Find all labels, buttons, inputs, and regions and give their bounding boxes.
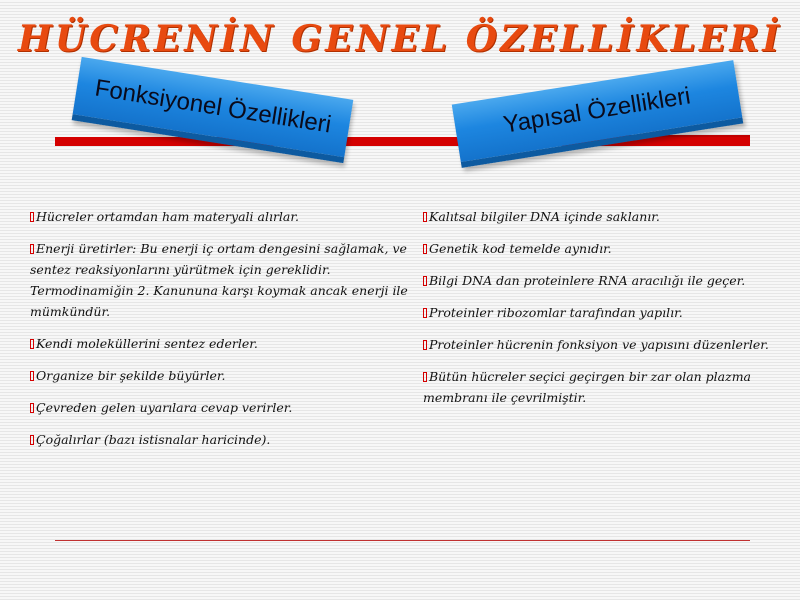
list-item: Bütün hücreler seçici geçirgen bir zar olan plazma membranı ile çevrilmiştir.	[423, 369, 752, 405]
list-item: Enerji üretirler: Bu enerji iç ortam dengesini sağlamak, ve sentez reaksiyonlarını yürütmek için gereklidir. Termodinamiğin 2. Kanununa karşı koymak ancak enerji ile mümkündür.	[30, 241, 408, 319]
list-item: Organize bir şekilde büyürler.	[30, 365, 408, 386]
open-square-bullet-icon	[30, 371, 34, 381]
open-square-bullet-icon	[423, 276, 427, 286]
open-square-bullet-icon	[30, 403, 34, 413]
open-square-bullet-icon	[423, 244, 427, 254]
structural-features-banner	[452, 60, 744, 168]
open-square-bullet-icon	[30, 339, 34, 349]
list-item: Genetik kod temelde aynıdır.	[423, 238, 783, 259]
open-square-bullet-icon	[423, 212, 427, 222]
open-square-bullet-icon	[30, 435, 34, 445]
functional-features-banner	[72, 57, 354, 163]
list-item: Bilgi DNA dan proteinlere RNA aracılığı ile geçer.	[423, 270, 783, 291]
slide-title: HÜCRENİN GENEL ÖZELLİKLERİ	[17, 18, 783, 60]
list-item: Çevreden gelen uyarılara cevap verirler.	[30, 397, 408, 418]
list-item: Hücreler ortamdan ham materyali alırlar.	[30, 206, 408, 227]
open-square-bullet-icon	[423, 340, 427, 350]
list-item: Proteinler ribozomlar tarafından yapılır.	[423, 302, 783, 323]
open-square-bullet-icon	[30, 244, 34, 254]
functional-features-list	[30, 206, 408, 461]
functional-features-label: Fonksiyonel Özellikleri	[93, 74, 334, 139]
open-square-bullet-icon	[30, 212, 34, 222]
list-item: Proteinler hücrenin fonksiyon ve yapısını düzenlerler.	[423, 334, 783, 355]
bottom-divider-line	[55, 540, 750, 541]
structural-features-list	[423, 206, 783, 419]
list-item: Kendi moleküllerini sentez ederler.	[30, 333, 408, 354]
list-item: Kalıtsal bilgiler DNA içinde saklanır.	[423, 206, 783, 227]
open-square-bullet-icon	[423, 372, 427, 382]
structural-features-label: Yapısal Özellikleri	[501, 82, 693, 139]
list-item: Çoğalırlar (bazı istisnalar haricinde).	[30, 429, 408, 450]
open-square-bullet-icon	[423, 308, 427, 318]
